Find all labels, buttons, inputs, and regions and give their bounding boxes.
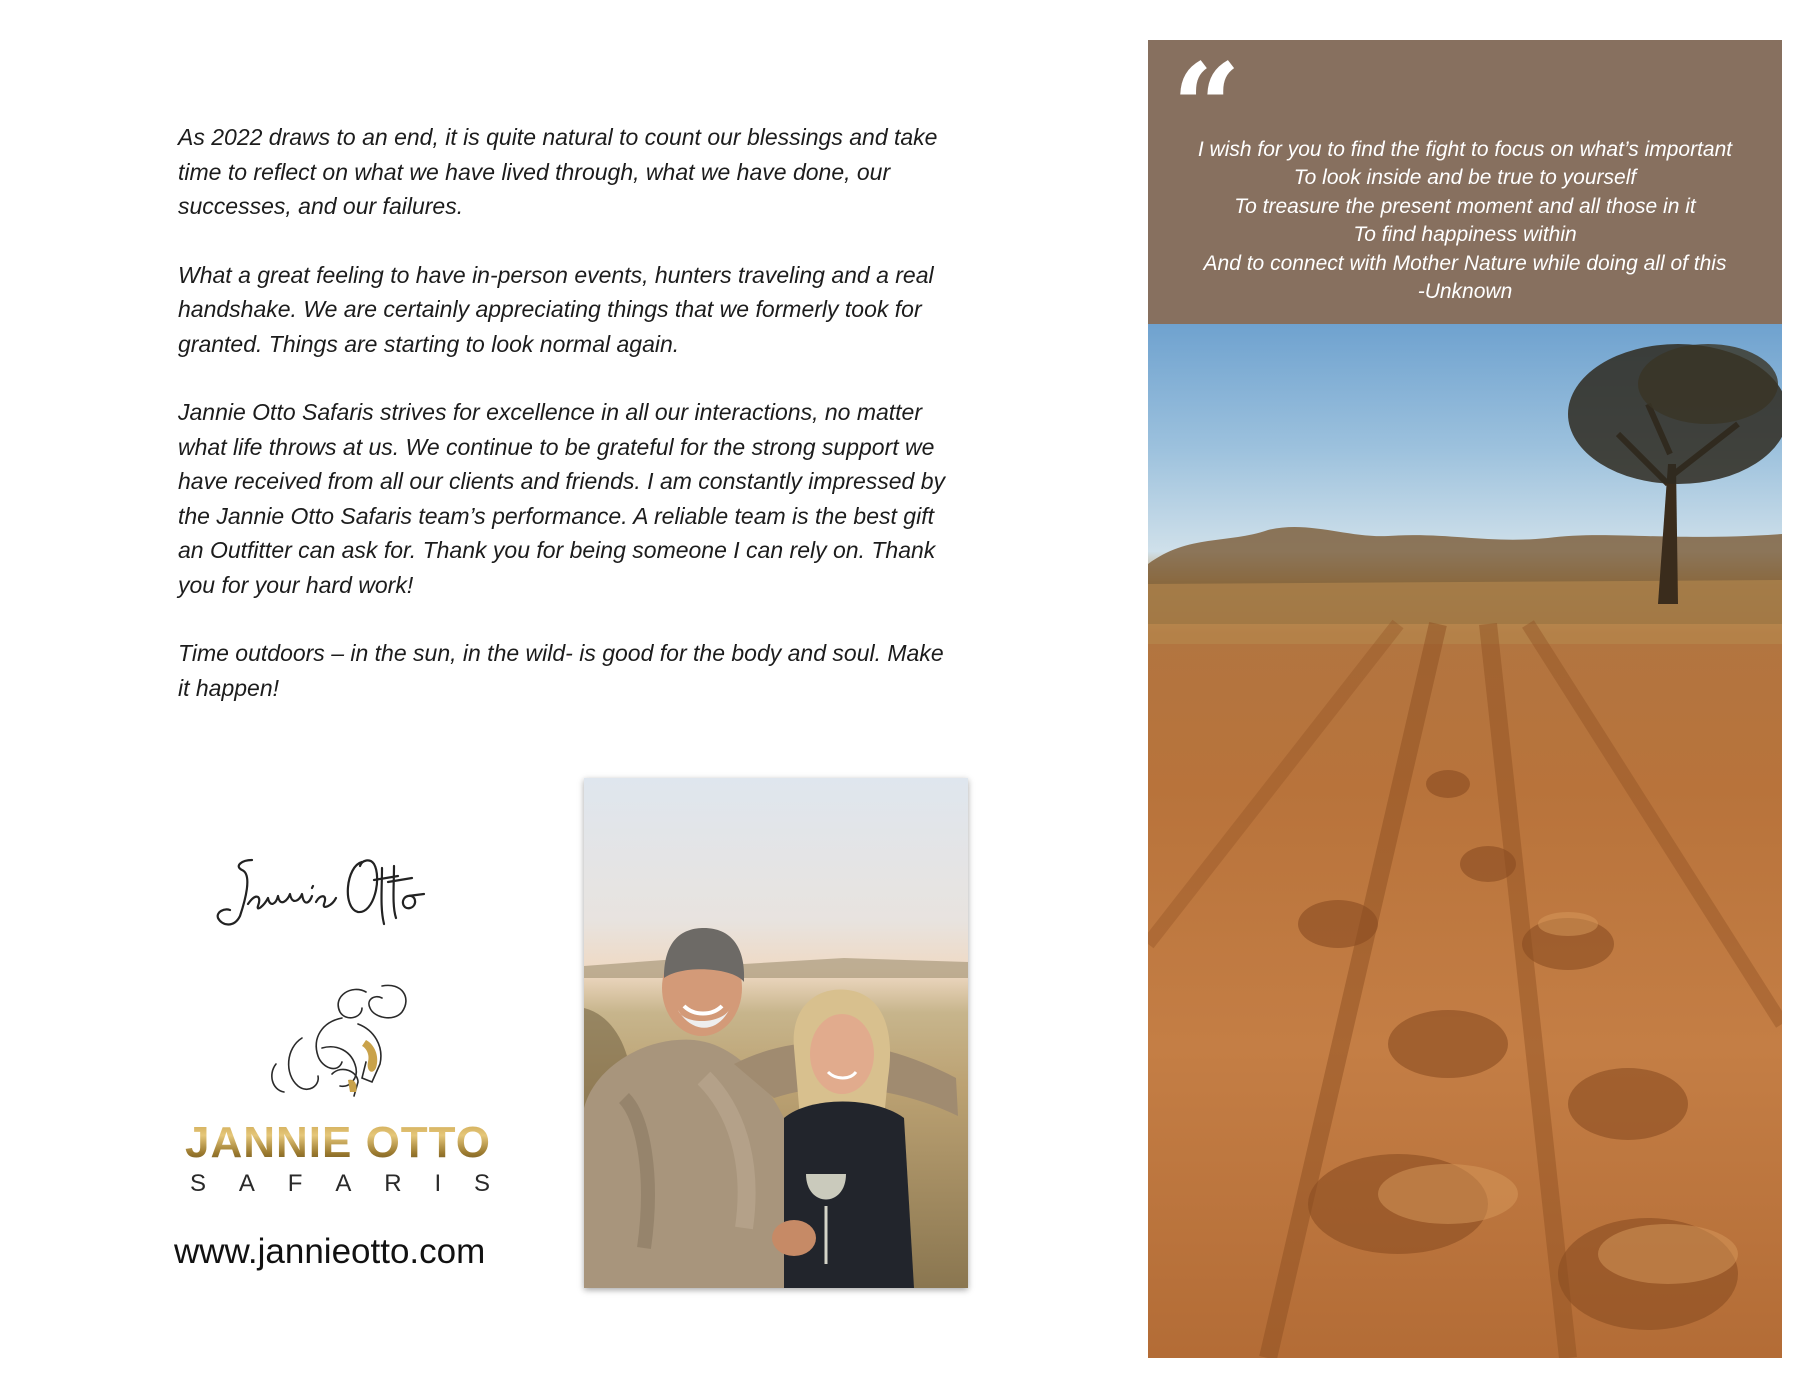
letter-body — [178, 120, 958, 739]
quote-line: To treasure the present moment and all those in it — [1234, 194, 1696, 218]
logo-title: JANNIE OTTO — [178, 1118, 498, 1168]
logo-subtitle-letter: F — [287, 1170, 303, 1197]
letter-paragraph: Jannie Otto Safaris strives for excellence in all our interactions, no matter what life throws at us. We continue to be grateful for the strong support we have received from all our clients and friends. I am constantly impressed by the Jannie Otto Safaris team’s performance. A reliable team is the best gift an Outfitter can ask for. Thank you for being someone I can rely on. Thank you for your hard work! — [178, 399, 946, 598]
quote-attribution: -Unknown — [1417, 280, 1513, 304]
quote-box — [1148, 37, 1782, 324]
kudu-logo-icon — [262, 978, 422, 1108]
logo-subtitle-letter: R — [384, 1170, 402, 1197]
handwritten-signature — [212, 848, 432, 938]
logo-subtitle-letter: S — [190, 1170, 207, 1197]
logo-subtitle-letter: I — [434, 1170, 442, 1197]
letter-paragraph: As 2022 draws to an end, it is quite natural to count our blessings and take time to reflect on what we have lived through, what we have done, our successes, and our failures. — [178, 124, 938, 219]
quotation-mark-icon: “ — [1172, 37, 1242, 178]
quote-line: And to connect with Mother Nature while doing all of this — [1203, 251, 1727, 275]
website-url[interactable]: www.jannieotto.com — [174, 1232, 486, 1271]
couple-photo — [584, 778, 968, 1288]
logo-subtitle-letter: A — [335, 1170, 352, 1197]
quote-line: To look inside and be true to yourself — [1293, 166, 1637, 190]
logo-subtitle-letter: A — [238, 1170, 255, 1197]
logo-subtitle — [190, 1170, 490, 1198]
quote-line: To find happiness within — [1353, 223, 1577, 247]
logo-subtitle-letter: S — [473, 1170, 490, 1197]
quote-text — [1148, 136, 1782, 306]
dirt-road-photo — [1148, 324, 1782, 1358]
quote-line: I wish for you to find the fight to focus on what’s important — [1197, 138, 1733, 161]
letter-paragraph: Time outdoors – in the sun, in the wild- is good for the body and soul. Make it happen! — [178, 640, 944, 701]
letter-paragraph: What a great feeling to have in-person events, hunters traveling and a real handshake. We are certainly appreciating things that we formerly took for granted. Things are starting to look normal again. — [178, 261, 934, 357]
signature-drawing — [212, 848, 432, 938]
